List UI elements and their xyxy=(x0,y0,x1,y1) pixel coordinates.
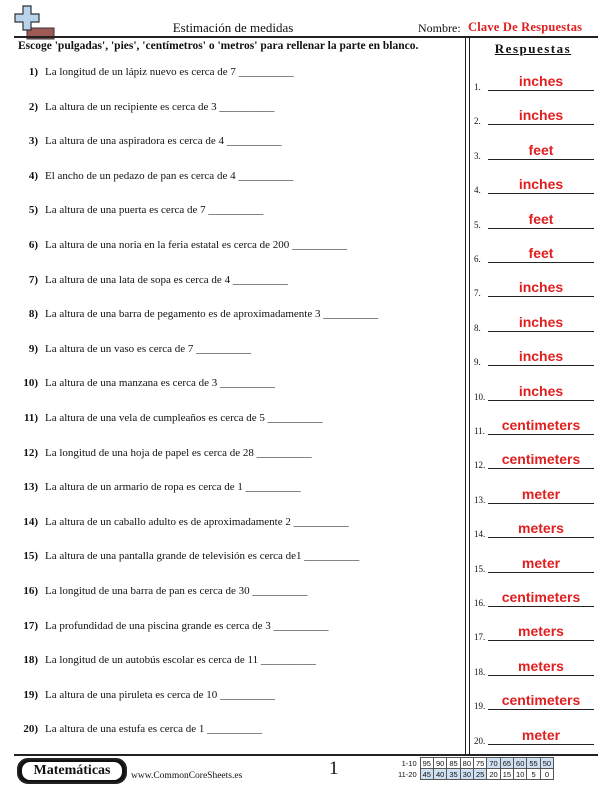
answer-line xyxy=(488,640,594,641)
answer-number: 13. xyxy=(474,494,486,505)
answer-value: meters xyxy=(518,657,564,674)
answer-value: feet xyxy=(528,245,554,261)
answer-line xyxy=(488,434,594,435)
score-cell: 25 xyxy=(474,769,487,780)
answer-item xyxy=(474,277,594,299)
score-cell: 10 xyxy=(514,769,527,780)
answer-item xyxy=(474,105,594,127)
question-number: 18) xyxy=(23,654,38,667)
answer-item xyxy=(474,449,594,471)
answer-line xyxy=(488,365,594,366)
question-text: La altura de un armario de ropa es cerca de 1 __________ xyxy=(45,481,301,494)
score-row xyxy=(396,758,554,769)
answer-item xyxy=(474,518,594,540)
answer-value: meters xyxy=(518,623,564,640)
score-cell: 5 xyxy=(527,769,540,780)
score-cell: 60 xyxy=(514,758,527,769)
score-row xyxy=(396,769,554,780)
score-cell: 70 xyxy=(487,758,500,769)
score-cell: 30 xyxy=(460,769,473,780)
brand-badge xyxy=(17,758,127,784)
answer-number: 14. xyxy=(474,529,486,540)
question-text: La altura de un caballo adulto es de aproximadamente 2 __________ xyxy=(45,515,349,528)
question-number: 9) xyxy=(28,342,38,355)
answer-value: meters xyxy=(518,520,564,537)
score-table xyxy=(396,757,554,780)
answer-item xyxy=(474,415,594,437)
answer-number: 10. xyxy=(474,391,486,402)
score-cell: 15 xyxy=(500,769,513,780)
question-number: 5) xyxy=(28,204,38,217)
answer-number: 20. xyxy=(474,735,486,746)
score-cell: 90 xyxy=(433,758,446,769)
answer-number: 1. xyxy=(474,82,481,92)
score-cell: 80 xyxy=(460,758,473,769)
answer-line xyxy=(488,400,594,401)
score-cell: 75 xyxy=(474,758,487,769)
answer-value: centimeters xyxy=(501,692,581,709)
answer-item xyxy=(474,174,594,196)
answer-value: inches xyxy=(518,382,564,399)
answer-line xyxy=(488,675,594,676)
answer-line xyxy=(488,193,594,194)
answer-number: 15. xyxy=(474,563,486,574)
answer-number: 11. xyxy=(474,426,485,436)
answer-number: 3. xyxy=(474,150,481,161)
column-divider xyxy=(465,38,470,756)
answer-line xyxy=(488,124,594,125)
answer-number: 12. xyxy=(474,460,486,471)
answer-item xyxy=(474,587,594,609)
question-text: La longitud de un autobús escolar es cerca de 11 __________ xyxy=(45,654,316,667)
answer-value: inches xyxy=(518,107,564,124)
answer-number: 7. xyxy=(474,288,481,299)
score-cell: 0 xyxy=(540,769,553,780)
score-cell: 20 xyxy=(487,769,500,780)
answer-number: 16. xyxy=(474,598,486,608)
answer-number: 4. xyxy=(474,185,481,196)
answer-line xyxy=(488,159,594,160)
question-text: La altura de una piruleta es cerca de 10 __________ xyxy=(45,688,275,701)
answer-line xyxy=(488,503,594,504)
name-label: Nombre: xyxy=(418,21,461,35)
question-number: 3) xyxy=(28,135,38,148)
question-number: 2) xyxy=(28,100,38,113)
answer-item xyxy=(474,312,594,334)
answer-value: centimeters xyxy=(501,417,581,433)
question-number: 17) xyxy=(23,619,38,632)
answer-number: 8. xyxy=(474,322,481,333)
score-row-label: 11-20 xyxy=(398,769,417,779)
answer-item xyxy=(474,381,594,403)
question-number: 6) xyxy=(28,239,38,251)
question-text: La altura de una manzana es cerca de 3 __________ xyxy=(45,377,275,390)
question-text: La altura de una noria en la feria estatal es cerca de 200 __________ xyxy=(45,239,348,251)
question-text: La altura de un vaso es cerca de 7 __________ xyxy=(45,342,252,355)
question-text: La altura de una pantalla grande de televisión es cerca de1 __________ xyxy=(45,550,360,563)
name-value: Clave De Respuestas xyxy=(468,20,583,34)
question-number: 15) xyxy=(23,550,38,563)
question-text: La profundidad de una piscina grande es cerca de 3 __________ xyxy=(45,619,329,632)
answers-title: Respuestas xyxy=(494,41,572,56)
question-text: La altura de una aspiradora es cerca de 4 __________ xyxy=(45,135,282,148)
score-row-label: 1-10 xyxy=(401,758,417,768)
question-text: La altura de una barra de pegamento es de aproximadamente 3 __________ xyxy=(45,308,379,321)
answer-item xyxy=(474,71,594,93)
answer-line xyxy=(488,606,594,607)
answer-line xyxy=(488,537,594,538)
score-cell: 45 xyxy=(420,769,433,780)
score-cell: 95 xyxy=(420,758,433,769)
question-text: La altura de una lata de sopa es cerca de 4 __________ xyxy=(45,273,288,286)
question-number: 13) xyxy=(23,481,38,494)
brand-label: Matemáticas xyxy=(22,762,122,780)
question-text: La altura de una puerta es cerca de 7 __________ xyxy=(45,204,264,217)
answer-line xyxy=(488,468,594,469)
answer-value: inches xyxy=(518,176,564,193)
answer-line xyxy=(488,262,594,263)
answer-item xyxy=(474,209,594,231)
answer-number: 19. xyxy=(474,701,486,712)
answer-value: centimeters xyxy=(501,451,581,468)
answer-line xyxy=(488,331,594,332)
answer-value: inches xyxy=(518,313,564,330)
question-number: 10) xyxy=(23,377,38,390)
answer-line xyxy=(488,228,594,229)
question-text: La longitud de una hoja de papel es cerca de 28 __________ xyxy=(45,446,312,459)
question-text: La altura de una vela de cumpleaños es cerca de 5 __________ xyxy=(45,412,323,424)
answer-number: 6. xyxy=(474,254,481,264)
question-number: 8) xyxy=(28,308,38,321)
question-text: La altura de un recipiente es cerca de 3 __________ xyxy=(45,100,275,113)
answer-line xyxy=(488,709,594,710)
score-cell: 40 xyxy=(433,769,446,780)
header-rule xyxy=(14,36,598,38)
answer-number: 17. xyxy=(474,632,486,643)
score-cell: 85 xyxy=(447,758,460,769)
question-number: 4) xyxy=(28,169,38,182)
page-title: Estimación de medidas xyxy=(172,20,294,35)
question-number: 11) xyxy=(23,412,38,424)
question-number: 19) xyxy=(23,688,38,701)
answer-item xyxy=(474,656,594,678)
answer-item xyxy=(474,346,594,368)
answer-item xyxy=(474,621,594,643)
answer-line xyxy=(488,90,594,91)
question-number: 14) xyxy=(23,515,38,528)
answer-line xyxy=(488,572,594,573)
answer-value: feet xyxy=(528,141,554,158)
instructions: Escoge 'pulgadas', 'pies', 'centímetros' o 'metros' para rellenar la parte en blanco. xyxy=(18,40,419,52)
question-text: La longitud de un lápiz nuevo es cerca de 7 __________ xyxy=(45,66,294,78)
answer-item xyxy=(474,553,594,575)
question-text: La longitud de una barra de pan es cerca de 30 __________ xyxy=(45,585,308,597)
answer-item xyxy=(474,690,594,712)
score-cell: 35 xyxy=(447,769,460,780)
answer-item xyxy=(474,484,594,506)
question-number: 20) xyxy=(23,723,38,736)
answer-value: feet xyxy=(528,210,554,227)
answer-value: inches xyxy=(518,279,564,296)
answer-value: meter xyxy=(521,485,561,502)
footer-rule xyxy=(14,754,598,756)
question-text: El ancho de un pedazo de pan es cerca de 4 __________ xyxy=(45,169,294,182)
page-number: 1 xyxy=(329,758,339,779)
answer-item xyxy=(474,140,594,162)
question-number: 1) xyxy=(28,66,38,78)
answer-line xyxy=(488,744,594,745)
answer-item xyxy=(474,725,594,747)
site-url: www.CommonCoreSheets.es xyxy=(131,771,243,781)
answer-value: meter xyxy=(521,554,561,571)
answer-number: 18. xyxy=(474,666,486,677)
answer-value: centimeters xyxy=(501,589,581,605)
answer-number: 5. xyxy=(474,219,481,230)
answer-value: meter xyxy=(521,726,561,743)
question-number: 12) xyxy=(23,446,38,459)
answer-number: 9. xyxy=(474,357,481,368)
score-cell: 65 xyxy=(500,758,513,769)
question-number: 16) xyxy=(23,585,38,597)
score-cell: 55 xyxy=(527,758,540,769)
answer-value: inches xyxy=(518,348,564,365)
score-cell: 50 xyxy=(540,758,553,769)
question-number: 7) xyxy=(28,273,38,286)
answer-number: 2. xyxy=(474,116,481,127)
answer-line xyxy=(488,296,594,297)
question-text: La altura de una estufa es cerca de 1 __________ xyxy=(45,723,263,736)
answer-value: inches xyxy=(518,73,564,89)
answer-item xyxy=(474,243,594,265)
